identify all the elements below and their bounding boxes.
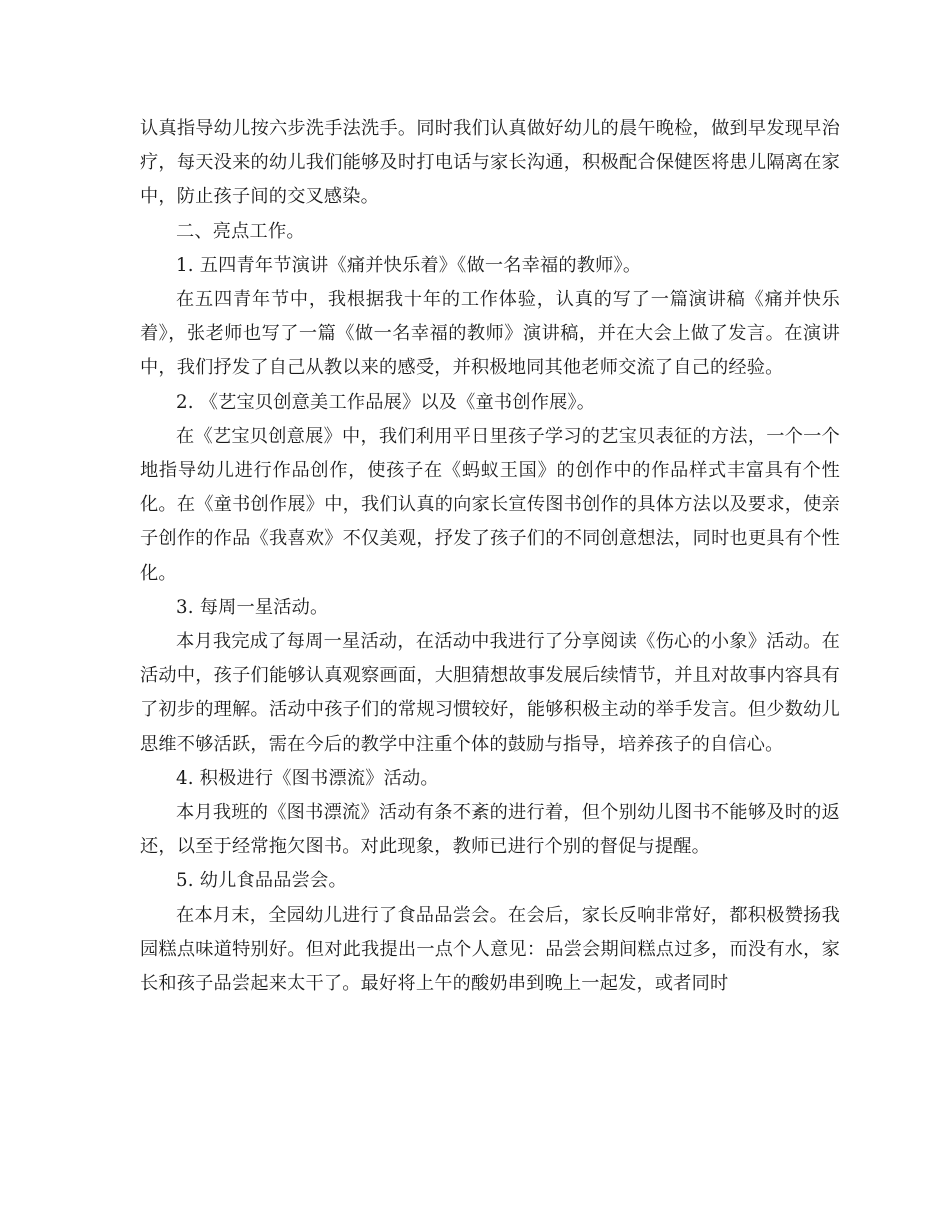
item-heading-4: 4. 积极进行《图书漂流》活动。 [176, 767, 439, 789]
section-heading-highlights: 二、亮点工作。 [176, 220, 305, 242]
paragraph-item-3: 本月我完成了每周一星活动，在活动中我进行了分享阅读《伤心的小象》活动。在活动中，孩子们能够认真观察画面，大胆猜想故事发展后续情节，并且对故事内容具有了初步的理解。活动中孩子们的常规习惯较好，能够积极主动的举手发言。但少数幼儿思维不够活跃，需在今后的教学中注重个体的鼓励与指导，培养孩子的自信心。 [140, 631, 840, 755]
item-heading-3: 3. 每周一星活动。 [176, 596, 329, 618]
item-heading-5: 5. 幼儿食品品尝会。 [176, 870, 347, 892]
paragraph-item-5: 在本月末，全园幼儿进行了食品品尝会。在会后，家长反响非常好，都积极赞扬我园糕点味道特别好。但对此我提出一点个人意见：品尝会期间糕点过多，而没有水，家长和孩子品尝起来太干了。最好将上午的酸奶串到晚上一起发，或者同时 [140, 904, 840, 995]
paragraph-item-2: 在《艺宝贝创意展》中，我们利用平日里孩子学习的艺宝贝表征的方法，一个一个地指导幼儿进行作品创作，使孩子在《蚂蚁王国》的创作中的作品样式丰富具有个性化。在《童书创作展》中，我们认真的向家长宣传图书创作的具体方法以及要求，使亲子创作的作品《我喜欢》不仅美观，抒发了孩子们的不同创意想法，同时也更具有个性化。 [140, 425, 840, 584]
paragraph-item-4: 本月我班的《图书漂流》活动有条不紊的进行着，但个别幼儿图书不能够及时的返还，以至于经常拖欠图书。对此现象，教师已进行个别的督促与提醒。 [140, 802, 840, 858]
paragraph-item-1: 在五四青年节中，我根据我十年的工作体验，认真的写了一篇演讲稿《痛并快乐着》，张老师也写了一篇《做一名幸福的教师》演讲稿，并在大会上做了发言。在演讲中，我们抒发了自己从教以来的感受，并积极地同其他老师交流了自己的经验。 [140, 289, 840, 379]
item-heading-2: 2. 《艺宝贝创意美工作品展》以及《童书创作展》。 [176, 391, 596, 413]
document-body [140, 112, 840, 1001]
paragraph-handwashing: 认真指导幼儿按六步洗手法洗手。同时我们认真做好幼儿的晨午晚检，做到早发现早治疗，每天没来的幼儿我们能够及时打电话与家长沟通，积极配合保健医将患儿隔离在家中，防止孩子间的交叉感染。 [140, 118, 840, 208]
item-heading-1: 1. 五四青年节演讲《痛并快乐着》《做一名幸福的教师》。 [176, 254, 642, 276]
